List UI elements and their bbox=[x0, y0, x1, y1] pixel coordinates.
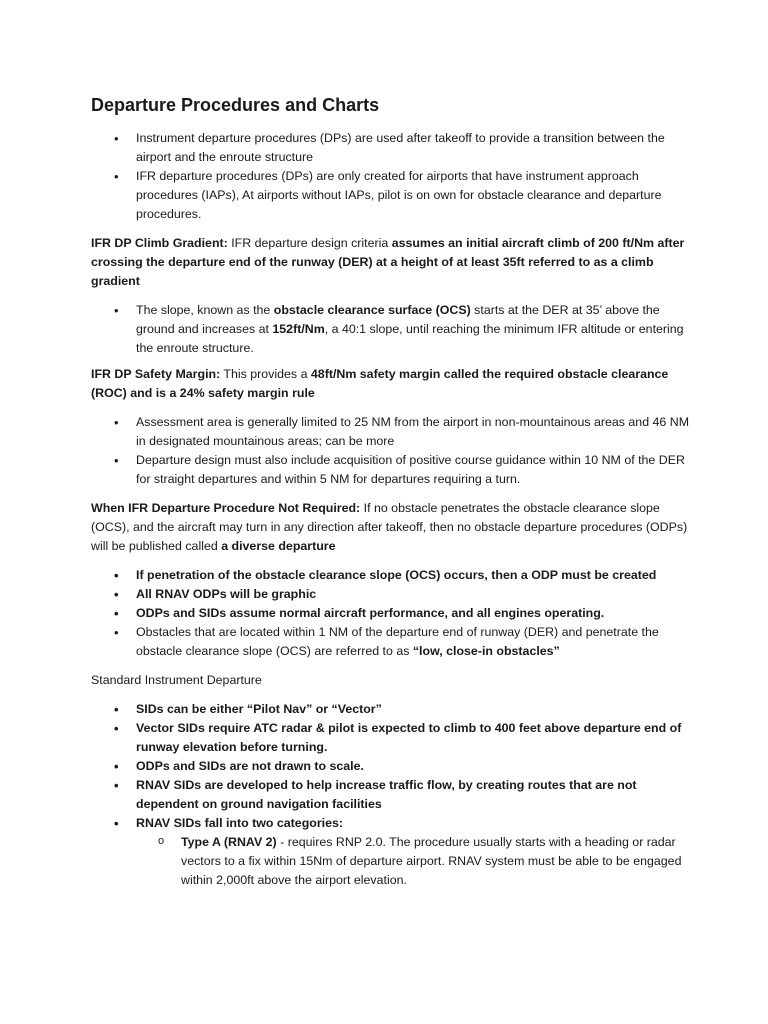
climb-gradient-paragraph bbox=[91, 234, 691, 291]
list-item: • Departure design must also include acquisition of positive course guidance within 10 NM of the DER for straight departures and within 5 NM for departures requiring a turn. bbox=[91, 451, 691, 489]
climb-gradient-bold-text: assumes an initial aircraft climb of 200 ft/Nm after crossing the departure end of the runway (DER) at a height of at least 35ft referred to as a climb gradient bbox=[91, 236, 685, 288]
list-item: • Instrument departure procedures (DPs) are used after takeoff to provide a transition between the airport and the enroute structure bbox=[91, 129, 691, 167]
list-item: • SIDs can be either “Pilot Nav” or “Vector” bbox=[91, 700, 691, 719]
sid-heading: Standard Instrument Departure bbox=[91, 673, 262, 687]
intro-list bbox=[91, 129, 691, 224]
safety-margin-text: This provides a bbox=[220, 367, 311, 381]
not-required-paragraph bbox=[91, 499, 691, 556]
ocs-text-2: starts at the DER at 35’ above the ground and increases at bbox=[136, 303, 660, 336]
ocs-text-3: , a 40:1 slope, until reaching the minimum IFR altitude or entering the enroute structure. bbox=[136, 322, 684, 355]
list-item: • ODPs and SIDs assume normal aircraft performance, and all engines operating. bbox=[91, 604, 691, 623]
list-item bbox=[91, 301, 691, 358]
ocs-list bbox=[91, 301, 691, 358]
obstacles-text: Obstacles that are located within 1 NM of the departure end of runway (DER) and penetrate the obstacle clearance slope (OCS) are referred to as bbox=[136, 625, 659, 658]
list-item: • RNAV SIDs fall into two categories: bbox=[91, 814, 691, 833]
list-item: • Vector SIDs require ATC radar & pilot is expected to climb to 400 feet above departure end of runway elevation before turning. bbox=[91, 719, 691, 757]
not-required-label: When IFR Departure Procedure Not Required: bbox=[91, 501, 361, 515]
sid-list bbox=[91, 700, 691, 890]
obstacles-term: “low, close-in obstacles” bbox=[412, 644, 560, 658]
list-item: • RNAV SIDs are developed to help increase traffic flow, by creating routes that are not dependent on ground navigation facilities bbox=[91, 776, 691, 814]
sub-item-label: Type A (RNAV 2) bbox=[181, 835, 277, 849]
sub-list-item bbox=[91, 833, 691, 890]
not-required-text: If no obstacle penetrates the obstacle clearance slope (OCS), and the aircraft may turn in any direction after takeoff, then no obstacle departure procedures (ODPs) will be published called bbox=[91, 501, 688, 553]
safety-margin-label: IFR DP Safety Margin: bbox=[91, 367, 221, 381]
assessment-list bbox=[91, 413, 691, 489]
ocs-rate: 152ft/Nm bbox=[272, 322, 325, 336]
ocs-text-1: The slope, known as the bbox=[136, 303, 274, 317]
list-item: • Assessment area is generally limited to 25 NM from the airport in non-mountainous areas and 46 NM in designated mountainous areas; can be more bbox=[91, 413, 691, 451]
list-item bbox=[91, 623, 691, 661]
document-content bbox=[91, 93, 691, 890]
climb-gradient-text: IFR departure design criteria bbox=[227, 236, 392, 250]
odp-list bbox=[91, 566, 691, 661]
list-item: • All RNAV ODPs will be graphic bbox=[91, 585, 691, 604]
sub-item-text: - requires RNP 2.0. The procedure usually starts with a heading or radar vectors to a fix within 15Nm of departure airport. RNAV system must be able to be engaged within 2,000ft above the airport elevation. bbox=[181, 835, 682, 887]
list-item: • If penetration of the obstacle clearance slope (OCS) occurs, then a ODP must be created bbox=[91, 566, 691, 585]
list-item: • ODPs and SIDs are not drawn to scale. bbox=[91, 757, 691, 776]
page-title: Departure Procedures and Charts bbox=[91, 95, 380, 115]
ocs-term: obstacle clearance surface (OCS) bbox=[273, 303, 471, 317]
not-required-bold-text: a diverse departure bbox=[221, 539, 336, 553]
list-item: • IFR departure procedures (DPs) are only created for airports that have instrument approach procedures (IAPs), At airports without IAPs, pilot is on own for obstacle clearance and departure procedures. bbox=[91, 167, 691, 224]
safety-margin-paragraph bbox=[91, 365, 691, 403]
safety-margin-bold-text: 48ft/Nm safety margin called the required obstacle clearance (ROC) and is a 24% safety margin rule bbox=[91, 367, 669, 400]
climb-gradient-label: IFR DP Climb Gradient: bbox=[91, 236, 228, 250]
